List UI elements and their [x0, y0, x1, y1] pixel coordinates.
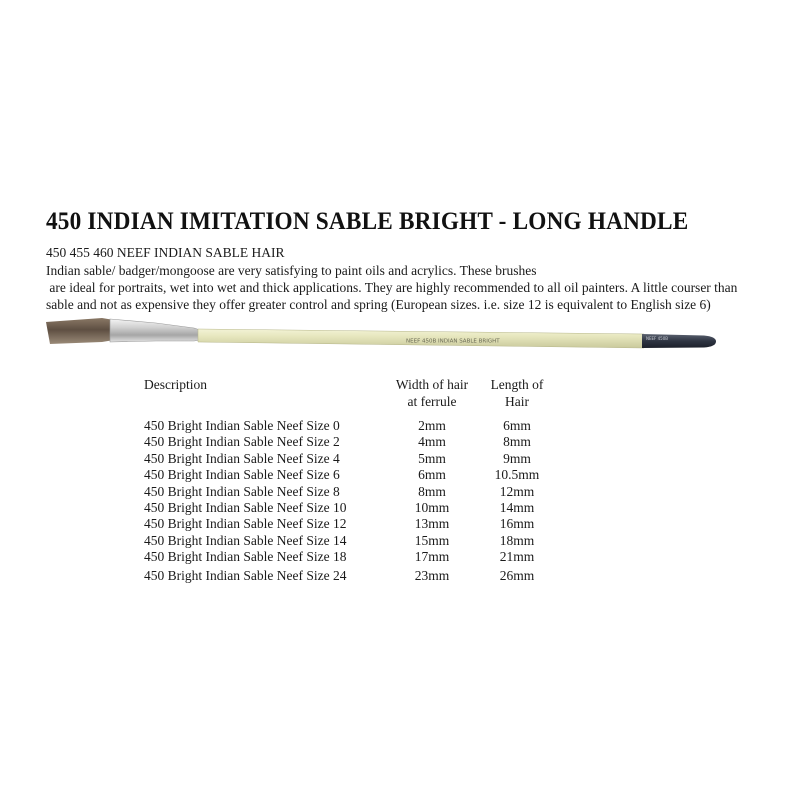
table-row [0, 516, 800, 532]
cell-description: 450 Bright Indian Sable Neef Size 2 [144, 434, 340, 450]
brush-handle-text: NEEF 450B INDIAN SABLE BRIGHT [406, 338, 500, 345]
cell-width: 23mm [414, 567, 450, 583]
cell-length: 6mm [503, 418, 531, 433]
cell-width: 8mm [418, 483, 446, 499]
product-subtitle: 450 455 460 NEEF INDIAN SABLE HAIR [46, 245, 285, 260]
cell-width: 4mm [418, 434, 446, 450]
table-header-description: Description [144, 377, 207, 392]
header-length-line2: Hair [505, 394, 529, 409]
cell-description: 450 Bright Indian Sable Neef Size 6 [144, 467, 340, 483]
table-row [0, 500, 800, 516]
cell-width: 6mm [418, 467, 446, 483]
product-description [46, 262, 737, 313]
description-line: Indian sable/ badger/mongoose are very satisfying to paint oils and acrylics. These brushes [46, 263, 537, 278]
cell-description: 450 Bright Indian Sable Neef Size 0 [144, 418, 340, 433]
table-row [0, 533, 800, 549]
header-width-line2: at ferrule [407, 394, 457, 409]
cell-description: 450 Bright Indian Sable Neef Size 14 [144, 532, 347, 548]
table-row [0, 467, 800, 483]
brush-illustration [44, 314, 724, 360]
cell-description: 450 Bright Indian Sable Neef Size 18 [144, 549, 347, 565]
cell-description: 450 Bright Indian Sable Neef Size 24 [144, 567, 347, 583]
cell-length: 9mm [503, 450, 531, 466]
cell-length: 12mm [499, 483, 535, 499]
description-line: are ideal for portraits, wet into wet and thick applications. They are highly recommended to all oil painters. A little courser than [46, 280, 738, 295]
table-header-width [384, 376, 480, 410]
table-row [0, 549, 800, 565]
cell-width: 17mm [414, 549, 450, 565]
cell-width: 15mm [414, 532, 450, 548]
table-row [0, 434, 800, 450]
cell-length: 21mm [499, 549, 535, 565]
table-row [0, 418, 800, 434]
header-length-line1: Length of [490, 377, 544, 392]
size-table [0, 418, 800, 584]
cell-length: 16mm [499, 516, 535, 532]
header-width-line1: Width of hair [395, 377, 469, 392]
table-header-length [478, 376, 556, 410]
cell-description: 450 Bright Indian Sable Neef Size 10 [144, 499, 347, 515]
table-row [0, 451, 800, 467]
brush-ferrule [110, 319, 200, 342]
cell-width: 10mm [414, 499, 450, 515]
cell-description: 450 Bright Indian Sable Neef Size 4 [144, 450, 340, 466]
page-title: 450 INDIAN IMITATION SABLE BRIGHT - LONG HANDLE [46, 208, 689, 235]
cell-length: 26mm [499, 567, 535, 583]
cell-length: 10.5mm [494, 467, 540, 483]
description-line: sable and not as expensive they offer greater control and spring (European sizes. i.e. size 12 is equivalent to English size 6) [46, 297, 711, 312]
cell-length: 14mm [499, 499, 535, 515]
cell-length: 18mm [499, 532, 535, 548]
svg-text:NEEF 450B: NEEF 450B [646, 336, 668, 341]
cell-width: 5mm [418, 450, 446, 466]
cell-width: 2mm [418, 418, 446, 433]
brush-hair [46, 318, 114, 344]
table-row [0, 484, 800, 500]
cell-width: 13mm [414, 516, 450, 532]
cell-description: 450 Bright Indian Sable Neef Size 12 [144, 516, 347, 532]
table-row [0, 568, 800, 584]
cell-description: 450 Bright Indian Sable Neef Size 8 [144, 483, 340, 499]
cell-length: 8mm [503, 434, 531, 450]
